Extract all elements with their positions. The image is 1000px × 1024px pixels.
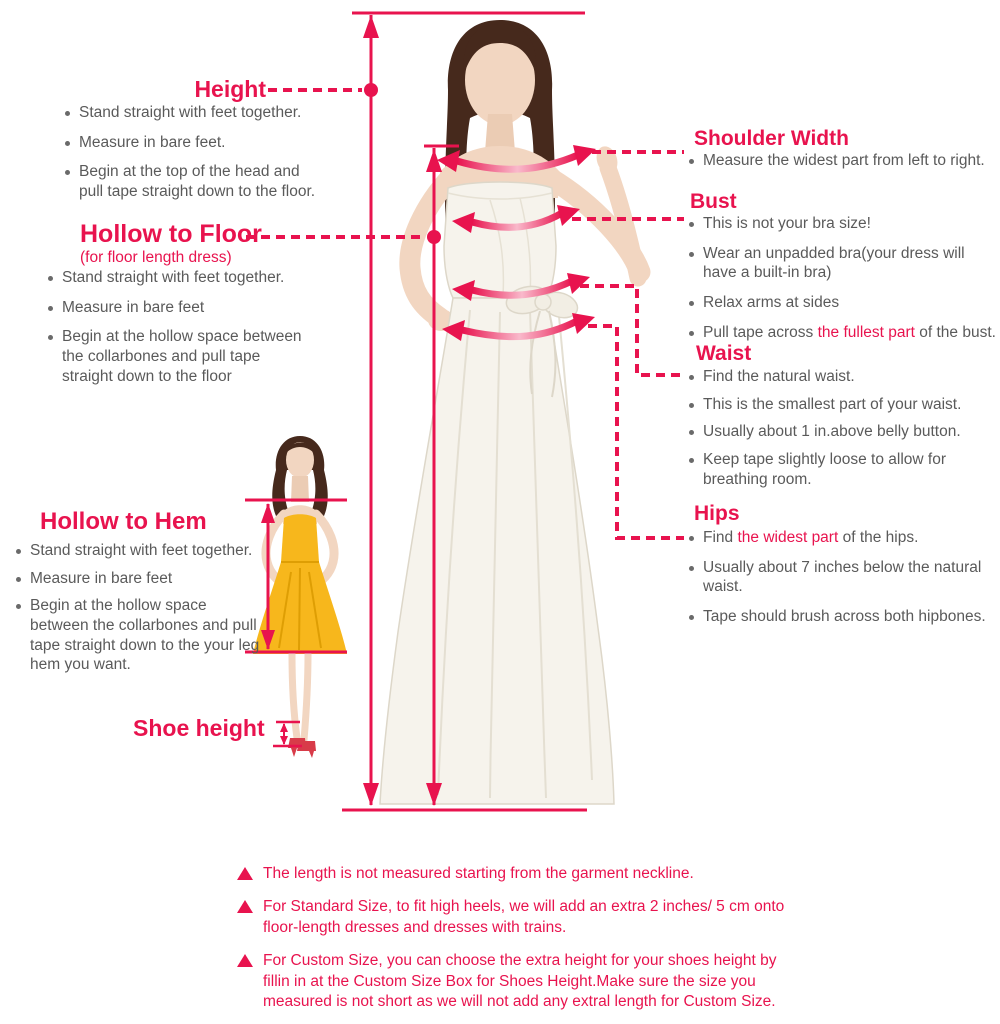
bullet-item (45, 268, 303, 288)
bullet-item (13, 596, 263, 675)
bullet-item (686, 422, 992, 442)
waist-bullet-list (686, 367, 992, 497)
bullet-item (62, 103, 324, 123)
bullet-text: Wear an unpadded bra(your dress will have a built-in bra) (703, 244, 965, 282)
bullet-text: Begin at the top of the head and pull tape straight down to the floor. (79, 163, 316, 201)
bullet-text: Measure in bare feet. (79, 133, 226, 151)
warning-triangle-icon (237, 867, 253, 880)
bullet-text: Measure in bare feet (62, 298, 205, 316)
note-text: The length is not measured starting from the garment neckline. (263, 865, 694, 882)
bullet-item (686, 607, 998, 627)
bullet-text: Find (703, 529, 738, 546)
shoulder-width-bullet-list (686, 151, 992, 181)
bullet-text: Stand straight with feet together. (62, 269, 285, 286)
bullet-text: Relax arms at sides (703, 294, 840, 312)
main-model-illustration (380, 20, 640, 804)
bullet-text: Tape should brush across both hipbones. (703, 608, 986, 626)
section-title-bust: Bust (690, 190, 737, 213)
section-title-hollow-to-floor: Hollow to Floor (80, 220, 262, 248)
note-text: For Standard Size, to fit high heels, we will add an extra 2 inches/ 5 cm onto floor-length dresses and dresses with trains. (263, 898, 785, 936)
bullet-item (45, 298, 303, 318)
note-item (237, 951, 805, 1012)
bullet-text: of the hips. (838, 529, 919, 546)
bullet-text: Pull tape across (703, 323, 818, 341)
bullet-text: Measure in bare feet (30, 569, 173, 587)
bullet-item (686, 450, 992, 489)
bullet-text: Stand straight with feet together. (79, 104, 302, 121)
bullet-text: Find the natural waist. (703, 368, 855, 385)
hollow-to-floor-bullet-list (45, 268, 303, 396)
hollow-to-hem-bullet-list (13, 541, 263, 683)
bullet-item (686, 214, 998, 234)
bullet-text: This is not your bra size! (703, 215, 871, 232)
bullet-item (13, 569, 263, 589)
bullet-text: Usually about 7 inches below the natural waist. (703, 558, 982, 596)
bullet-text: Usually about 1 in.above belly button. (703, 423, 961, 441)
bullet-text: Stand straight with feet together. (30, 542, 253, 559)
bullet-item (62, 133, 324, 153)
section-title-height: Height (194, 76, 266, 102)
bullet-text: This is the smallest part of your waist. (703, 395, 962, 413)
bullet-text-highlight: the widest part (737, 529, 839, 546)
bullet-item (686, 528, 998, 548)
bullet-text: Begin at the hollow space between the collarbones and pull tape straight down to the your leg hem you want. (30, 597, 260, 674)
note-item (237, 897, 805, 938)
section-subtitle-hollow-to-floor: (for floor length dress) (80, 249, 232, 266)
bullet-text: of the bust. (914, 323, 996, 341)
bullet-item (13, 541, 263, 561)
section-title-waist: Waist (696, 342, 752, 365)
note-item (237, 864, 805, 884)
bullet-text-highlight: the fullest part (817, 323, 915, 341)
bullet-text: Keep tape slightly loose to allow for breathing room. (703, 451, 946, 488)
bullet-text: Begin at the hollow space between the collarbones and pull tape straight down to the floor (62, 328, 302, 385)
height-bullet-list (62, 103, 324, 212)
bullet-item (686, 323, 998, 343)
bullet-item (45, 327, 303, 386)
bullet-text: Measure the widest part from left to right. (703, 152, 985, 169)
warning-triangle-icon (237, 954, 253, 967)
section-title-shoulder-width: Shoulder Width (694, 127, 849, 150)
warning-triangle-icon (237, 900, 253, 913)
bullet-item (686, 558, 998, 597)
hips-bullet-list (686, 528, 998, 637)
section-title-hollow-to-hem: Hollow to Hem (40, 508, 207, 535)
bullet-item (686, 244, 998, 283)
section-title-shoe-height: Shoe height (133, 715, 265, 741)
bullet-item (686, 367, 992, 387)
section-title-hips: Hips (694, 502, 740, 525)
bust-bullet-list (686, 214, 998, 352)
note-text: For Custom Size, you can choose the extra height for your shoes height by fillin in at the Custom Size Box for Shoes Height.Make sure the size you measured is not short as we will not add any extral length for Custom Size. (263, 952, 777, 1011)
footer-notes (237, 864, 805, 1024)
bullet-item (686, 395, 992, 415)
bullet-item (686, 293, 998, 313)
bullet-item (62, 162, 324, 201)
bullet-item (686, 151, 992, 171)
